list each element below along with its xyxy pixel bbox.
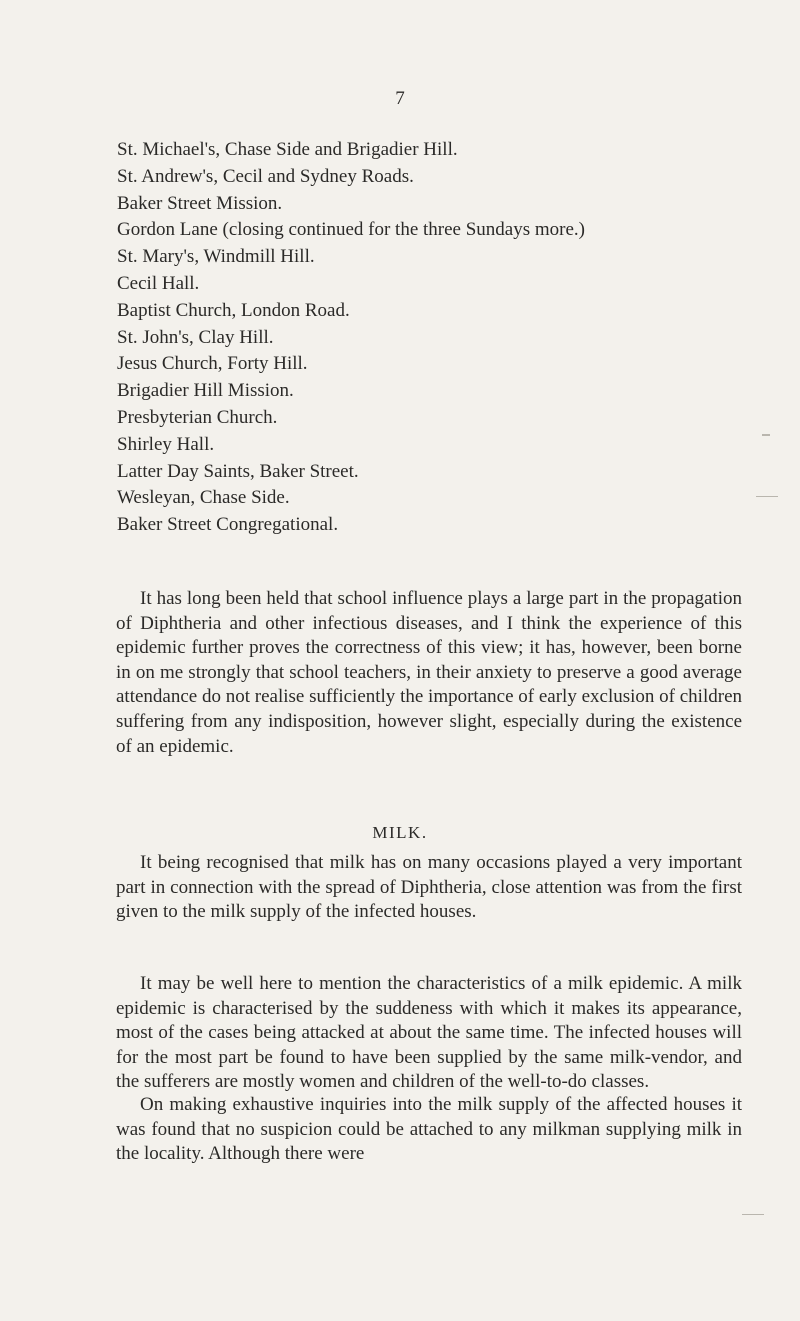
list-item: St. Andrew's, Cecil and Sydney Roads. — [117, 165, 414, 187]
list-item: Jesus Church, Forty Hill. — [117, 353, 308, 375]
margin-mark — [756, 496, 778, 497]
page-number: 7 — [395, 88, 405, 109]
milk-paragraph: It may be well here to mention the characteristics of a milk epidemic. A milk epidemic is characterised by the suddeness with which it makes its appearance, most of the cases being attacked at about the same time. The infected houses will for the most part be found to have been supplied by the same milk-vendor, and the sufferers are mostly women and children of the well-to-do classes. — [116, 973, 742, 1093]
church-list — [117, 137, 585, 539]
school-influence-paragraph: It has long been held that school influence plays a large part in the propagation of Diphtheria and other infectious diseases, and I think the experience of this epidemic further proves the correctness of this view; it has, however, been borne in on me strongly that school teachers, in their anxiety to preserve a good average attendance do not realise sufficiently the importance of early exclusion of children suffering from any indisposition, however slight, especially during the existence of an epidemic. — [116, 588, 742, 757]
list-item: Baptist Church, London Road. — [117, 299, 350, 321]
list-item: Brigadier Hill Mission. — [117, 380, 294, 402]
list-item: Baker Street Mission. — [117, 192, 283, 214]
milk-heading: MILK. — [372, 823, 428, 842]
list-item: St. Michael's, Chase Side and Brigadier Hill. — [117, 139, 458, 160]
list-item: St. John's, Clay Hill. — [117, 326, 274, 348]
milk-paragraph: It being recognised that milk has on many occasions played a very important part in connection with the spread of Diphtheria, close attention was from the first given to the milk supply of the infected houses. — [116, 852, 742, 923]
list-item: St. Mary's, Windmill Hill. — [117, 246, 315, 268]
list-item: Shirley Hall. — [117, 433, 215, 455]
list-item: Baker Street Congregational. — [117, 514, 339, 536]
list-item: Presbyterian Church. — [117, 406, 278, 428]
list-item: Latter Day Saints, Baker Street. — [117, 460, 359, 482]
list-item: Cecil Hall. — [117, 272, 200, 294]
margin-mark — [742, 1214, 764, 1215]
milk-paragraph: On making exhaustive inquiries into the milk supply of the affected houses it was found that no suspicion could be attached to any milkman supplying milk in the locality. Although there were — [116, 1094, 742, 1165]
list-item: Gordon Lane (closing continued for the three Sundays more.) — [117, 219, 586, 241]
list-item: Wesleyan, Chase Side. — [117, 487, 290, 509]
margin-mark — [762, 434, 770, 436]
